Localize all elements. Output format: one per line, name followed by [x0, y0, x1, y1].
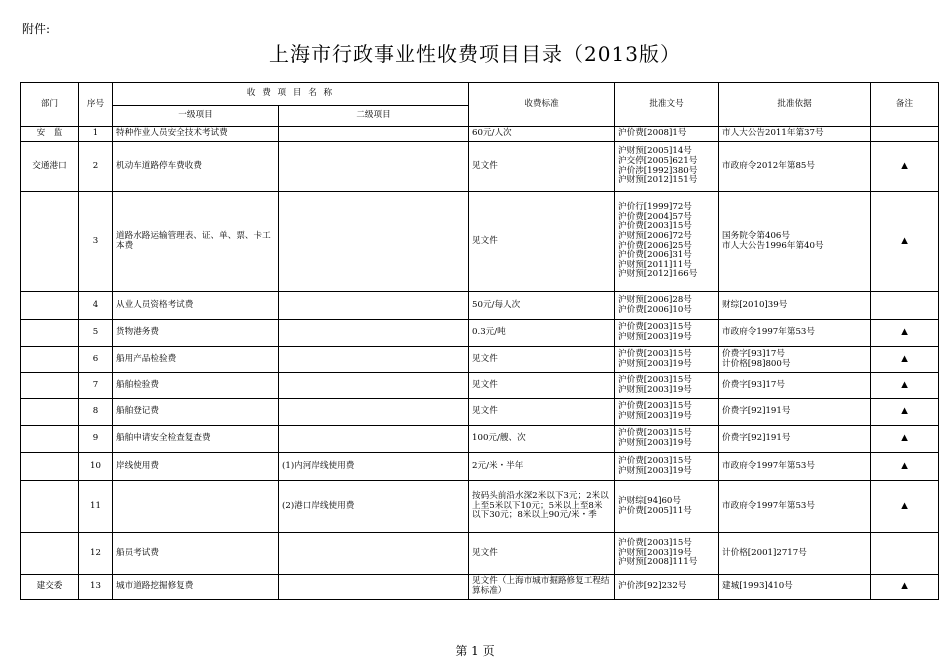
approval-doc-cell-line: 沪价费[2003]15号 [618, 455, 692, 466]
approval-doc-cell-line: 沪价费[2003]15号 [618, 428, 692, 439]
remark-cell: ▲ [871, 453, 939, 481]
level2-item-cell [279, 399, 469, 426]
table-row [21, 481, 939, 533]
standard-cell: 见文件 [469, 142, 615, 192]
approval-doc-cell [615, 426, 719, 453]
approval-doc-cell-line: 沪财综[94]60号 [618, 495, 681, 506]
level1-item-cell: 货物港务费 [113, 320, 279, 347]
level2-item-cell [279, 533, 469, 575]
standard-cell: 见文件 [469, 533, 615, 575]
basis-cell [719, 127, 871, 142]
dept-cell [21, 320, 79, 347]
remark-cell: ▲ [871, 347, 939, 373]
seq-cell: 7 [79, 373, 113, 399]
table-row [21, 320, 939, 347]
remark-cell: ▲ [871, 142, 939, 192]
standard-cell: 100元/艘、次 [469, 426, 615, 453]
dept-cell [21, 453, 79, 481]
level2-item-cell [279, 292, 469, 320]
approval-doc-cell [615, 533, 719, 575]
remark-cell: ▲ [871, 399, 939, 426]
table-row [21, 142, 939, 192]
col-standard-header: 收费标准 [469, 83, 615, 127]
standard-cell: 见文件 [469, 347, 615, 373]
approval-doc-cell-line: 沪价行[1999]72号 [618, 202, 692, 213]
approval-doc-cell-line: 沪价费[2003]15号 [618, 374, 692, 385]
approval-doc-cell [615, 399, 719, 426]
table-row [21, 533, 939, 575]
level2-item-cell [279, 320, 469, 347]
seq-cell: 5 [79, 320, 113, 347]
basis-cell-line: 市政府令2012年第85号 [722, 160, 815, 171]
standard-cell: 2元/米・半年 [469, 453, 615, 481]
level1-item-cell: 船舶检验费 [113, 373, 279, 399]
basis-cell [719, 347, 871, 373]
basis-cell-line: 价费字[92]191号 [722, 433, 791, 444]
standard-cell: 见文件 [469, 399, 615, 426]
dept-cell [21, 373, 79, 399]
basis-cell-line: 价费字[93]17号 [722, 348, 785, 359]
attachment-label: 附件: [22, 22, 51, 36]
basis-cell [719, 373, 871, 399]
level2-item-cell [279, 347, 469, 373]
col-approval-doc-header: 批准文号 [615, 83, 719, 127]
table-row [21, 426, 939, 453]
seq-cell: 2 [79, 142, 113, 192]
approval-doc-cell-line: 沪财预[2006]28号 [618, 294, 692, 305]
approval-doc-cell [615, 373, 719, 399]
approval-doc-cell-line: 沪财预[2003]19号 [618, 358, 692, 369]
table-row [21, 292, 939, 320]
table-row [21, 453, 939, 481]
basis-cell-line: 市政府令1997年第53号 [722, 500, 815, 511]
approval-doc-cell-line: 沪价涉[1992]380号 [618, 165, 698, 176]
basis-cell [719, 399, 871, 426]
approval-doc-cell-line: 沪财预[2003]19号 [618, 384, 692, 395]
col-remark-header: 备注 [871, 83, 939, 127]
dept-cell: 交通港口 [21, 142, 79, 192]
approval-doc-cell [615, 347, 719, 373]
approval-doc-cell [615, 575, 719, 600]
approval-doc-cell-line: 沪价费[2006]31号 [618, 250, 692, 261]
remark-cell [871, 127, 939, 142]
approval-doc-cell [615, 192, 719, 292]
approval-doc-cell-line: 沪价费[2005]11号 [618, 505, 692, 516]
table-row [21, 347, 939, 373]
dept-cell [21, 533, 79, 575]
approval-doc-cell-line: 沪价费[2006]10号 [618, 304, 692, 315]
approval-doc-cell [615, 320, 719, 347]
header-row [21, 83, 939, 106]
level1-item-cell [113, 481, 279, 533]
dept-cell [21, 192, 79, 292]
seq-cell: 4 [79, 292, 113, 320]
approval-doc-cell-line: 沪财预[2003]19号 [618, 438, 692, 448]
page-number: 第 1 页 [455, 644, 495, 658]
basis-cell [719, 292, 871, 320]
table-row [21, 127, 939, 142]
approval-doc-cell [615, 481, 719, 533]
level1-item-cell: 船舶登记费 [113, 399, 279, 426]
remark-cell: ▲ [871, 192, 939, 292]
standard-cell: 见文件 [469, 192, 615, 292]
approval-doc-cell-line: 沪价费[2004]57号 [618, 211, 692, 222]
page-title: 上海市行政事业性收费项目目录（2013版） [269, 42, 681, 66]
basis-cell-line: 市政府令1997年第53号 [722, 460, 815, 471]
approval-doc-cell [615, 453, 719, 481]
approval-doc-cell [615, 127, 719, 142]
level1-item-cell: 船用产品检验费 [113, 347, 279, 373]
level1-item-cell: 船员考试费 [113, 533, 279, 575]
approval-doc-cell-line: 沪价费[2008]1号 [618, 128, 687, 139]
approval-doc-cell-line: 沪交停[2005]621号 [618, 155, 698, 166]
basis-cell-line: 财综[2010]39号 [722, 299, 788, 310]
seq-cell: 13 [79, 575, 113, 600]
level1-item-cell: 机动车道路停车费收费 [113, 142, 279, 192]
basis-cell-line: 市人大公告1996年第40号 [722, 240, 824, 251]
seq-cell: 10 [79, 453, 113, 481]
dept-cell [21, 347, 79, 373]
dept-cell: 安 监 [21, 127, 79, 142]
dept-cell [21, 292, 79, 320]
approval-doc-cell-line: 沪财预[2008]111号 [618, 557, 698, 568]
basis-cell-line: 价费字[93]17号 [722, 379, 785, 390]
level2-item-cell [279, 142, 469, 192]
level2-item-cell [279, 127, 469, 142]
seq-cell: 12 [79, 533, 113, 575]
table-row [21, 399, 939, 426]
seq-cell: 1 [79, 127, 113, 142]
basis-cell [719, 142, 871, 192]
col-item-name-header: 收 费 项 目 名 称 [113, 83, 469, 106]
col-seq-header: 序号 [79, 83, 113, 127]
approval-doc-cell-line: 沪财预[2003]19号 [618, 332, 692, 342]
approval-doc-cell-line: 沪价费[2006]25号 [618, 240, 692, 251]
basis-cell [719, 575, 871, 600]
approval-doc-cell [615, 142, 719, 192]
dept-cell [21, 399, 79, 426]
level1-item-cell: 岸线使用费 [113, 453, 279, 481]
basis-cell [719, 426, 871, 453]
dept-cell [21, 481, 79, 533]
approval-doc-cell-line: 沪价费[2003]15号 [618, 538, 692, 549]
approval-doc-cell-line: 沪财预[2003]19号 [618, 547, 692, 558]
standard-cell: 60元/人次 [469, 127, 615, 142]
basis-cell [719, 192, 871, 292]
seq-cell: 9 [79, 426, 113, 453]
approval-doc-cell-line: 沪财预[2003]19号 [618, 465, 692, 476]
col-basis-header: 批准依据 [719, 83, 871, 127]
level2-item-cell: (2)港口岸线使用费 [279, 481, 469, 533]
remark-cell [871, 533, 939, 575]
level1-item-cell: 从业人员资格考试费 [113, 292, 279, 320]
dept-cell [21, 426, 79, 453]
standard-cell: 按码头前沿水深2米以下3元；2米以上至5米以下10元；5米以上至8米以下30元；8米以上90元/米・季 [469, 481, 615, 533]
approval-doc-cell-line: 沪财预[2011]11号 [618, 259, 692, 270]
remark-cell [871, 292, 939, 320]
approval-doc-cell-line: 沪财预[2005]14号 [618, 146, 692, 157]
level2-item-cell [279, 575, 469, 600]
level1-item-cell: 船舶申请安全检查复查费 [113, 426, 279, 453]
basis-cell-line: 价费字[92]191号 [722, 406, 791, 417]
seq-cell: 11 [79, 481, 113, 533]
approval-doc-cell-line: 沪价费[2003]15号 [618, 221, 692, 232]
level2-item-cell [279, 373, 469, 399]
basis-cell [719, 320, 871, 347]
basis-cell-line: 市政府令1997年第53号 [722, 327, 815, 338]
remark-cell: ▲ [871, 373, 939, 399]
table-row [21, 575, 939, 600]
approval-doc-cell [615, 292, 719, 320]
level1-item-cell: 特种作业人员安全技术考试费 [113, 127, 279, 142]
approval-doc-cell-line: 沪价涉[92]232号 [618, 581, 687, 592]
standard-cell: 0.3元/吨 [469, 320, 615, 347]
basis-cell [719, 533, 871, 575]
basis-cell-line: 计价格[98]800号 [722, 358, 791, 369]
table-row [21, 373, 939, 399]
remark-cell: ▲ [871, 320, 939, 347]
dept-cell: 建交委 [21, 575, 79, 600]
approval-doc-cell-line: 沪财预[2012]166号 [618, 269, 698, 280]
remark-cell: ▲ [871, 426, 939, 453]
basis-cell-line: 国务院令第406号 [722, 230, 790, 241]
approval-doc-cell-line: 沪财预[2003]19号 [618, 411, 692, 421]
col-dept-header: 部门 [21, 83, 79, 127]
standard-cell: 50元/每人次 [469, 292, 615, 320]
basis-cell [719, 481, 871, 533]
level1-item-cell: 城市道路挖掘修复费 [113, 575, 279, 600]
approval-doc-cell-line: 沪财预[2012]151号 [618, 175, 698, 186]
remark-cell: ▲ [871, 575, 939, 600]
remark-cell: ▲ [871, 481, 939, 533]
approval-doc-cell-line: 沪价费[2003]15号 [618, 322, 692, 333]
fee-catalog-table [20, 82, 939, 600]
level2-item-cell [279, 426, 469, 453]
seq-cell: 6 [79, 347, 113, 373]
seq-cell: 8 [79, 399, 113, 426]
approval-doc-cell-line: 沪价费[2003]15号 [618, 401, 692, 412]
basis-cell-line: 建城[1993]410号 [722, 581, 793, 592]
basis-cell-line: 计价格[2001]2717号 [722, 547, 807, 558]
basis-cell-line: 市人大公告2011年第37号 [722, 128, 824, 139]
approval-doc-cell-line: 沪价费[2003]15号 [618, 348, 692, 359]
basis-cell [719, 453, 871, 481]
standard-cell: 见文件 [469, 373, 615, 399]
level2-item-cell: (1)内河岸线使用费 [279, 453, 469, 481]
standard-cell: 见文件（上海市城市掘路修复工程结算标准） [469, 575, 615, 600]
approval-doc-cell-line: 沪财预[2006]72号 [618, 230, 692, 241]
col-level2-header: 二级项目 [279, 106, 469, 127]
level2-item-cell [279, 192, 469, 292]
level1-item-cell: 道路水路运输管理表、证、单、票、卡工本费 [113, 192, 279, 292]
table-row [21, 192, 939, 292]
col-level1-header: 一级项目 [113, 106, 279, 127]
seq-cell: 3 [79, 192, 113, 292]
